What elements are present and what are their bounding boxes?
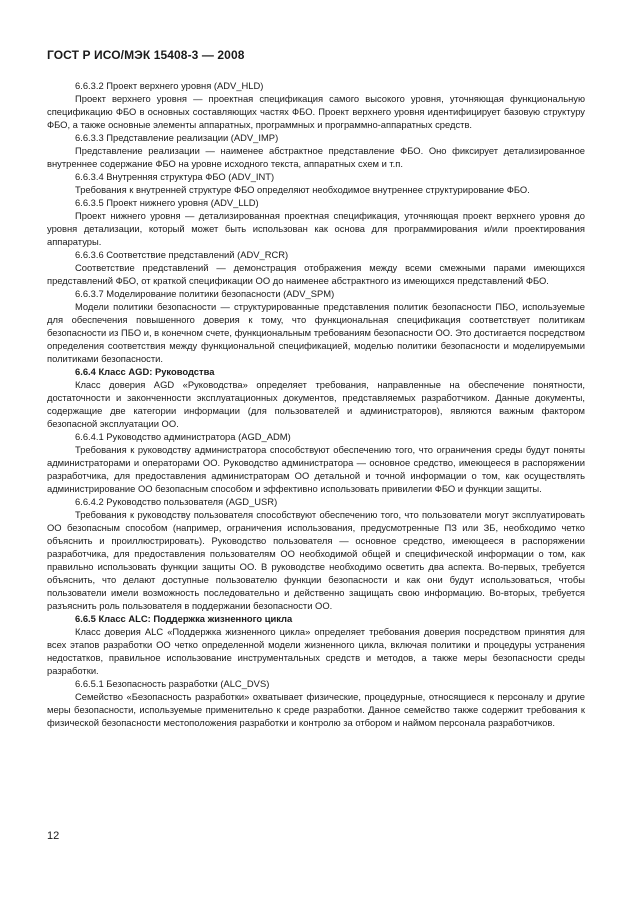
section-heading: 6.6.4 Класс AGD: Руководства <box>75 366 215 377</box>
page-content <box>47 79 585 729</box>
paragraph: Соответствие представлений — демонстрация отображения между всеми смежными парами имеющихся представлений ФБО, от краткой спецификации ОО до наименее абстрактного из имеющихся представлений ФБО. <box>47 262 585 286</box>
subsection-heading: 6.6.4.2 Руководство пользователя (AGD_USR) <box>75 496 278 507</box>
subsection-heading: 6.6.3.6 Соответствие представлений (ADV_RCR) <box>75 249 289 260</box>
subsection-heading: 6.6.3.4 Внутренняя структура ФБО (ADV_INT) <box>75 171 275 182</box>
subsection-heading: 6.6.3.2 Проект верхнего уровня (ADV_HLD) <box>75 80 264 91</box>
subsection-heading: 6.6.4.1 Руководство администратора (AGD_ADM) <box>75 431 291 442</box>
paragraph: Класс доверия ALC «Поддержка жизненного цикла» определяет требования доверия посредством принятия для всех этапов разработки ОО четко определенной модели жизненного цикла, включая политики и процедуры устранения недостатков, правильное использование инструментальных средств и методов, а также меры безопасности среды разработки. <box>47 626 585 676</box>
page-number: 12 <box>47 830 60 842</box>
paragraph: Семейство «Безопасность разработки» охватывает физические, процедурные, относящиеся к персоналу и другие меры безопасности, используемые применительно к среде разработки. Данное семейство также содержит требования к физической безопасности местоположения разработки и контролю за отбором и наймом персонала разработчиков. <box>47 691 585 728</box>
subsection-heading: 6.6.3.5 Проект нижнего уровня (ADV_LLD) <box>75 197 259 208</box>
paragraph: Требования к руководству пользователя способствуют обеспечению того, что пользователи могут эксплуатировать ОО безопасным способом (например, ограничения использования, предусмотренные ПЗ или ЗБ, необходимо четко объяснить и проиллюстрировать). Руководство пользователя — основное средство, имеющееся в распоряжении разработчика, для предоставления пользователям ОО необходимой общей и специфической информации о том, как правильно использовать функции защиты ОО. В руководстве необходимо осветить два аспекта. Во-первых, требуется объяснить, что делают доступные пользователю функции безопасности и как они будут использоваться, чтобы пользователи имели возможность последовательно и действенно защищать свою информацию. Во-вторых, требуется разъяснить роль пользователя в поддержании безопасности ОО. <box>47 509 585 611</box>
subsection-heading: 6.6.3.3 Представление реализации (ADV_IMP) <box>75 132 279 143</box>
paragraph: Требования к внутренней структуре ФБО определяют необходимое внутреннее структурирование ФБО. <box>75 184 530 195</box>
subsection-heading: 6.6.3.7 Моделирование политики безопасности (ADV_SPM) <box>75 288 335 299</box>
subsection-heading: 6.6.5.1 Безопасность разработки (ALC_DVS) <box>75 678 270 689</box>
paragraph: Проект верхнего уровня — проектная спецификация самого высокого уровня, уточняющая функциональную спецификацию ФБО в основных составляющих частях ФБО. Проект верхнего уровня идентифицирует базовую структуру ФБО, а также основные элементы аппаратных, программных и программно-аппаратных средств. <box>47 93 585 130</box>
paragraph: Проект нижнего уровня — детализированная проектная спецификация, уточняющая проект верхнего уровня до уровня детализации, который может быть использован как основа для программирования и/или проектирования аппаратуры. <box>47 210 585 247</box>
paragraph: Представление реализации — наименее абстрактное представление ФБО. Оно фиксирует детализированное внутреннее содержание ФБО на уровне исходного текста, аппаратных схем и т.п. <box>47 145 585 169</box>
document-header: ГОСТ Р ИСО/МЭК 15408-3 — 2008 <box>47 48 245 62</box>
paragraph: Класс доверия AGD «Руководства» определяет требования, направленные на обеспечение понятности, достаточности и законченности эксплуатационных документов, представляемых разработчиком. Данные документы, содержащие две категории информации (для пользователей и администраторов), являются важным фактором безопасной эксплуатации ОО. <box>47 379 585 429</box>
paragraph: Модели политики безопасности — структурированные представления политик безопасности ПБО, используемые для обеспечения повышенного доверия к тому, что функциональная спецификация соответствует политикам безопасности из ПБО и, в конечном счете, функциональным требованиям безопасности ОО. Это достигается посредством определения соответствия между функциональной спецификацией, моделью политики безопасности и моделируемыми политиками безопасности. <box>47 301 585 364</box>
section-heading: 6.6.5 Класс ALC: Поддержка жизненного цикла <box>75 613 293 624</box>
paragraph: Требования к руководству администратора способствуют обеспечению того, что ограничения среды будут поняты администраторами и операторами ОО. Руководство администратора — основное средство, имеющееся в распоряжении разработчика, для предоставления администраторам ОО детальной и точной информации о том, как осуществлять администрирование ОО безопасным способом и эффективно использовать привилегии ФБО и функции защиты. <box>47 444 585 494</box>
